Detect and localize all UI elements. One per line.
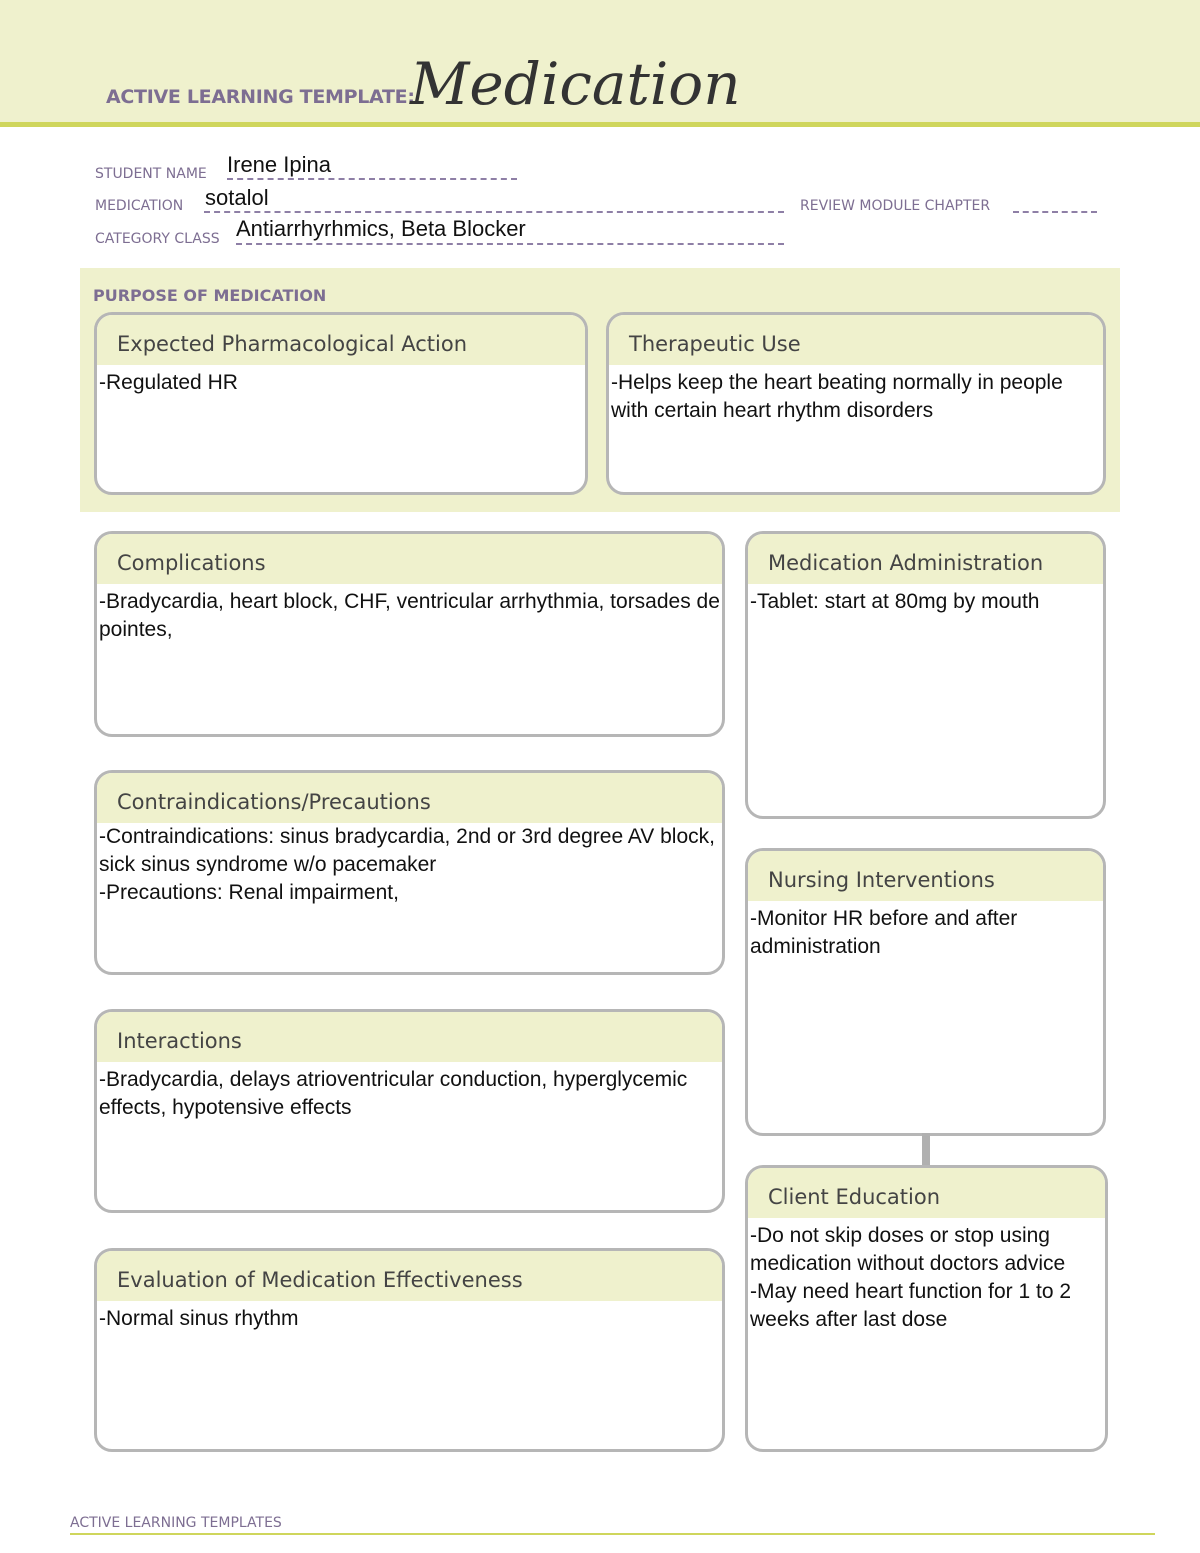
student-name-label: STUDENT NAME xyxy=(95,166,207,182)
box-title: Interactions xyxy=(97,1012,722,1062)
box-body[interactable]: -Regulated HR xyxy=(99,371,238,394)
box-title: Evaluation of Medication Effectiveness xyxy=(97,1251,722,1301)
medication-label: MEDICATION xyxy=(95,198,184,214)
expected-action-box xyxy=(94,312,588,495)
template-label: ACTIVE LEARNING TEMPLATE: xyxy=(106,86,415,108)
evaluation-box xyxy=(94,1248,725,1452)
box-body[interactable]: -Normal sinus rhythm xyxy=(99,1307,299,1330)
header-divider xyxy=(0,122,1200,127)
category-class-label: CATEGORY CLASS xyxy=(95,231,220,247)
purpose-label: PURPOSE OF MEDICATION xyxy=(93,286,327,305)
box-body[interactable]: -Monitor HR before and after administration xyxy=(750,907,1018,958)
box-title: Contraindications/Precautions xyxy=(97,773,722,823)
complications-box xyxy=(94,531,725,737)
box-body[interactable]: -Bradycardia, heart block, CHF, ventricular arrhythmia, torsades de pointes, xyxy=(99,590,720,641)
review-module-label: REVIEW MODULE CHAPTER xyxy=(800,198,991,214)
category-class-line xyxy=(236,243,784,245)
box-title: Medication Administration xyxy=(748,534,1103,584)
box-title: Therapeutic Use xyxy=(609,315,1103,365)
medication-field[interactable]: sotalol xyxy=(205,185,269,210)
box-body[interactable]: -Do not skip doses or stop using medication without doctors advice -May need heart function for 1 to 2 weeks after last dose xyxy=(750,1224,1072,1331)
page-title: Medication xyxy=(410,50,741,118)
student-name-line xyxy=(227,178,517,180)
medication-line xyxy=(204,211,784,213)
box-title: Expected Pharmacological Action xyxy=(97,315,585,365)
therapeutic-use-box xyxy=(606,312,1106,495)
box-connector xyxy=(922,1133,930,1168)
client-education-box xyxy=(745,1165,1108,1452)
footer-divider xyxy=(70,1533,1155,1535)
footer-label: ACTIVE LEARNING TEMPLATES xyxy=(70,1515,282,1531)
box-body[interactable]: -Tablet: start at 80mg by mouth xyxy=(750,590,1040,613)
box-title: Nursing Interventions xyxy=(748,851,1103,901)
student-name-field[interactable]: Irene Ipina xyxy=(227,152,331,177)
box-title: Complications xyxy=(97,534,722,584)
nursing-interventions-box xyxy=(745,848,1106,1136)
box-body[interactable]: -Contraindications: sinus bradycardia, 2nd or 3rd degree AV block, sick sinus syndrome w/o pacemaker -Precautions: Renal impairment, xyxy=(99,825,715,904)
review-module-field[interactable] xyxy=(1013,211,1097,213)
box-body[interactable]: -Bradycardia, delays atrioventricular conduction, hyperglycemic effects, hypotensive effects xyxy=(99,1068,688,1119)
contraindications-box xyxy=(94,770,725,975)
administration-box xyxy=(745,531,1106,819)
box-title: Client Education xyxy=(748,1168,1105,1218)
category-class-field[interactable]: Antiarrhyrhmics, Beta Blocker xyxy=(236,216,526,241)
interactions-box xyxy=(94,1009,725,1213)
box-body[interactable]: -Helps keep the heart beating normally in people with certain heart rhythm disorders xyxy=(611,371,1063,422)
